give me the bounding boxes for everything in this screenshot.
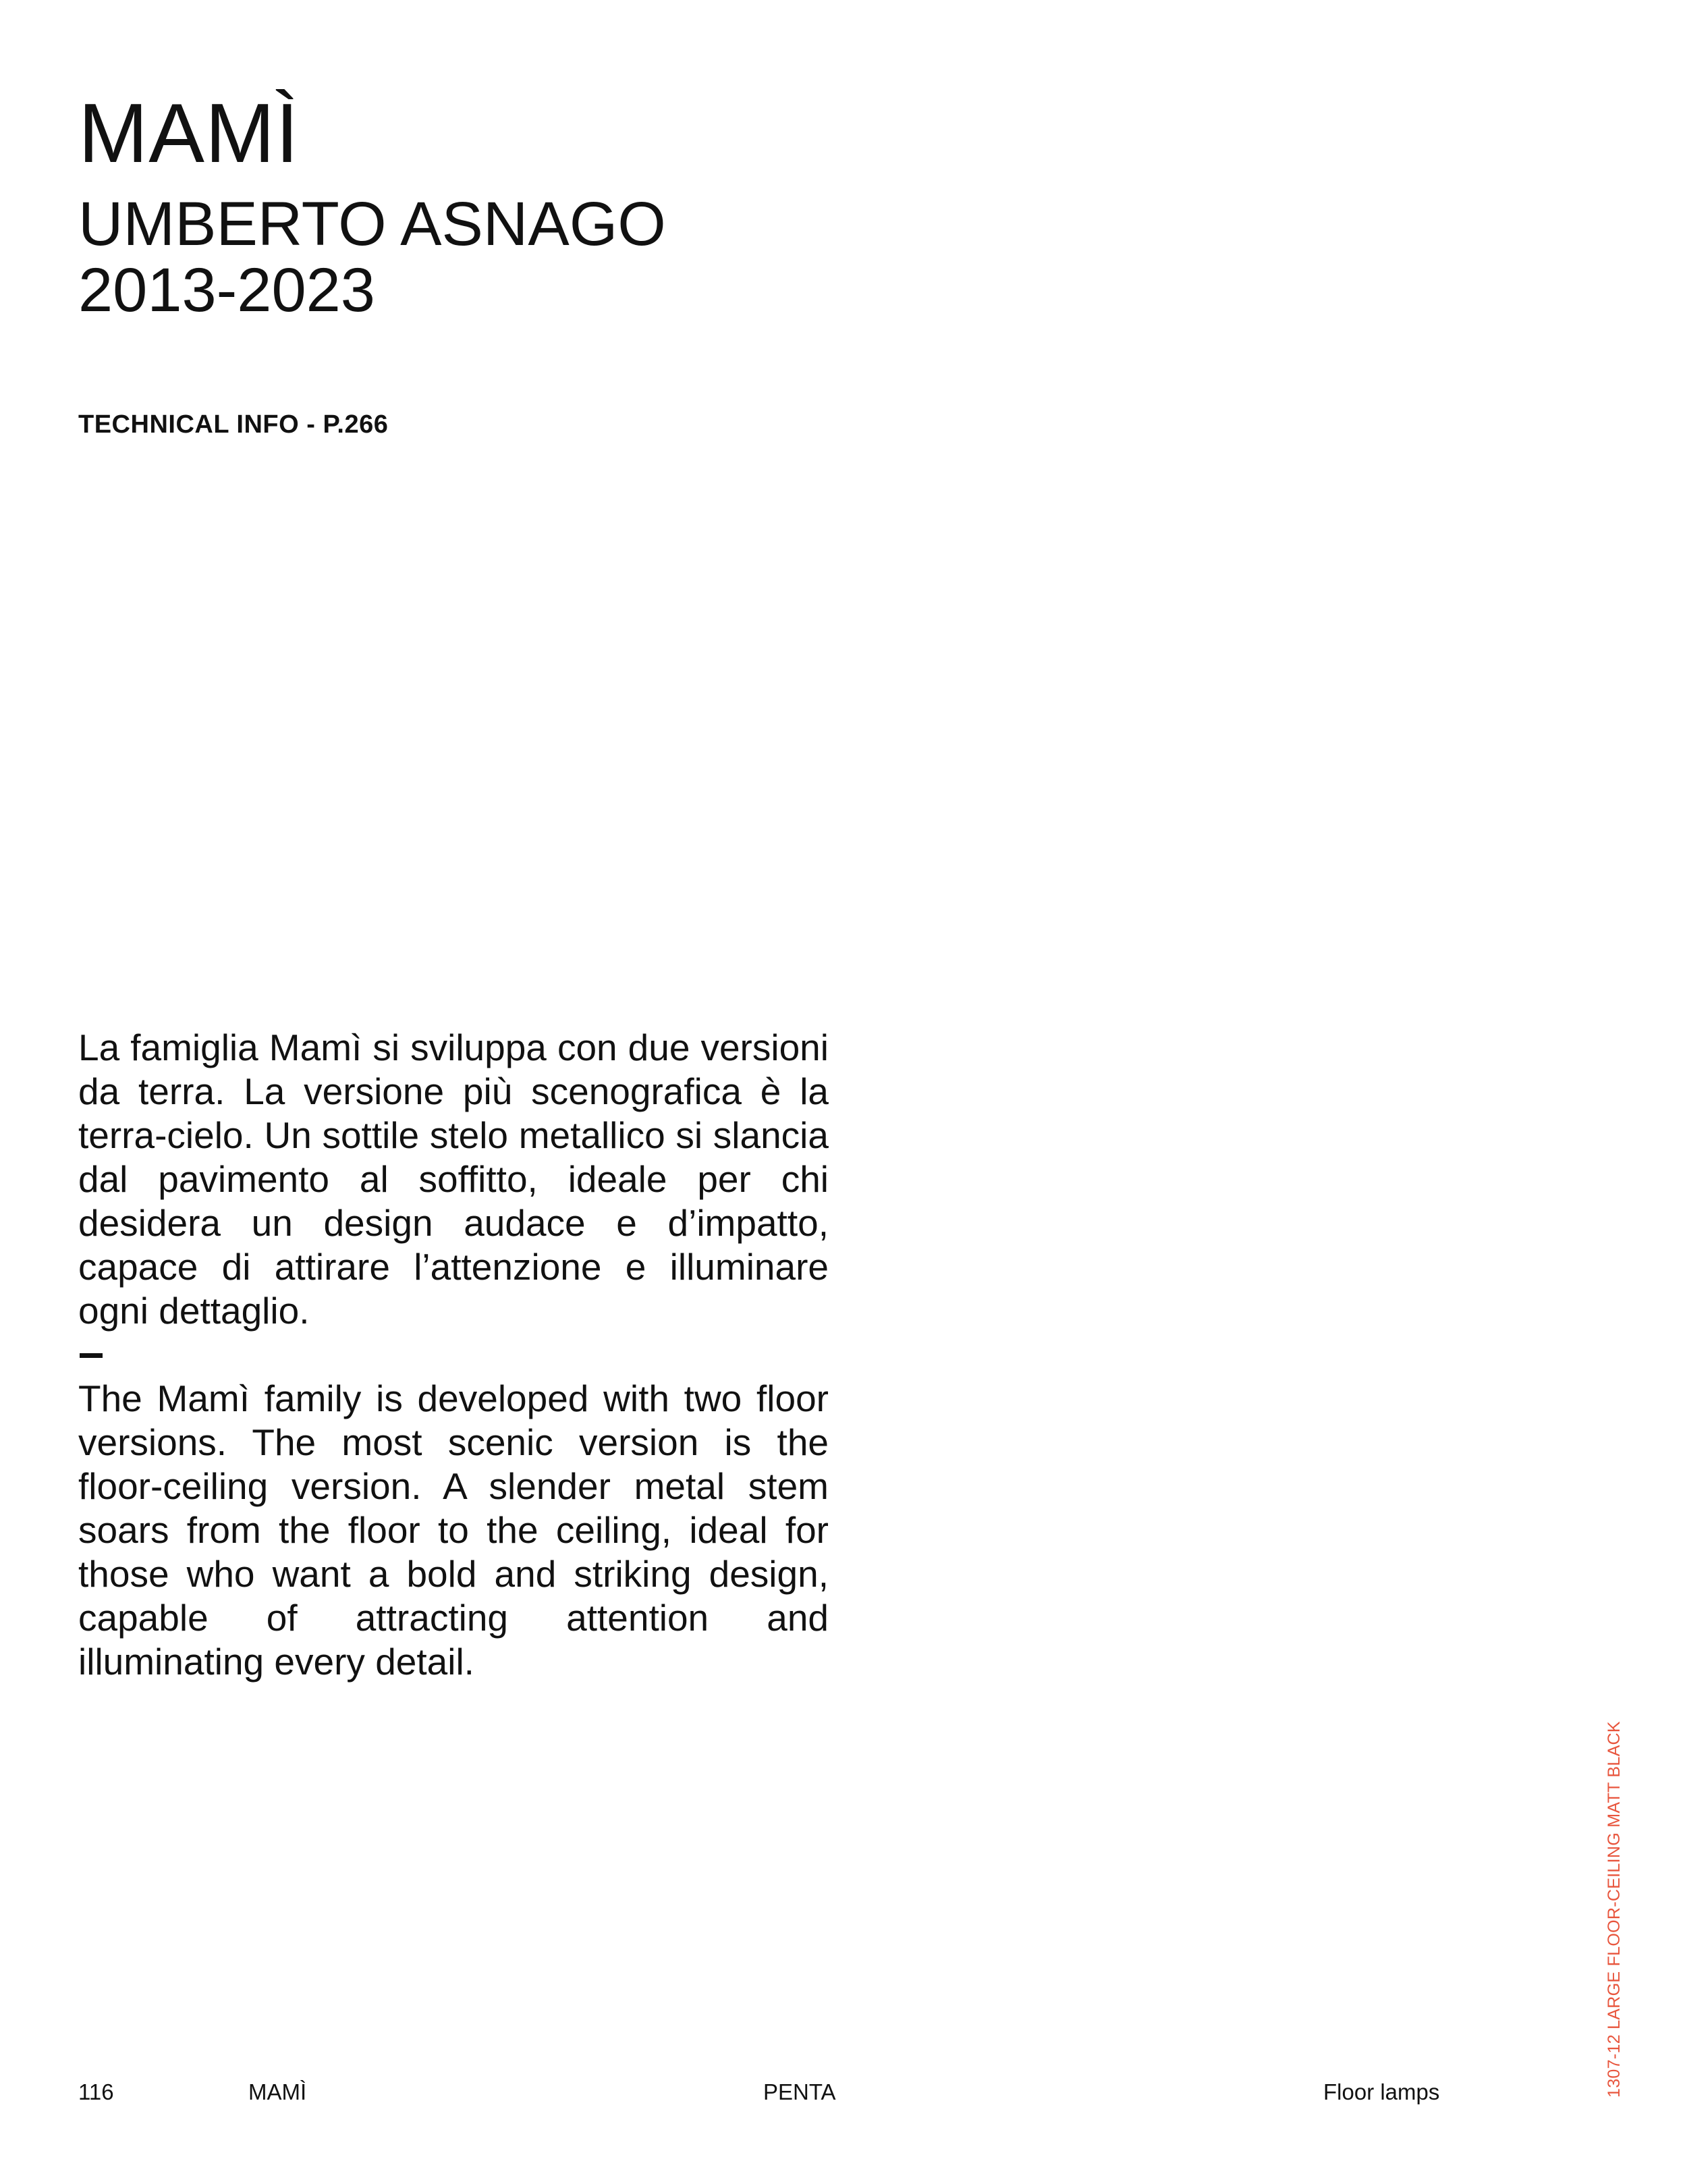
design-years: 2013-2023 bbox=[78, 256, 375, 325]
footer-brand: PENTA bbox=[763, 2079, 836, 2104]
technical-info-reference: TECHNICAL INFO - P.266 bbox=[78, 410, 389, 439]
footer-category: Floor lamps bbox=[1323, 2079, 1440, 2104]
description-english: The Mamì family is developed with two floor versions. The most scenic version is the floor-ceiling version. A slender metal stem soars from the floor to the ceiling, ideal for those who want a bold and striking design, capable of attracting attention and illuminating every detail. bbox=[78, 1377, 829, 1683]
description-italian: La famiglia Mamì si sviluppa con due versioni da terra. La versione più scenografica è la terra-cielo. Un sottile stelo metallico si slancia dal pavimento al soffitto, ideale per chi desidera un design audace e d’impatto, capace di attirare l’attenzione e illuminare ogni dettaglio. bbox=[78, 1027, 829, 1332]
page-title: MAMÌ bbox=[78, 87, 300, 180]
designer-name: UMBERTO ASNAGO bbox=[78, 190, 666, 258]
footer-page-number: 116 bbox=[78, 2079, 114, 2104]
description-block bbox=[78, 1026, 829, 1684]
language-divider bbox=[80, 1353, 103, 1358]
footer-product-name: MAMÌ bbox=[248, 2079, 307, 2104]
product-code-caption: 1307-12 LARGE FLOOR-CEILING MATT BLACK bbox=[1605, 1721, 1624, 2098]
designer-and-years bbox=[78, 191, 666, 323]
